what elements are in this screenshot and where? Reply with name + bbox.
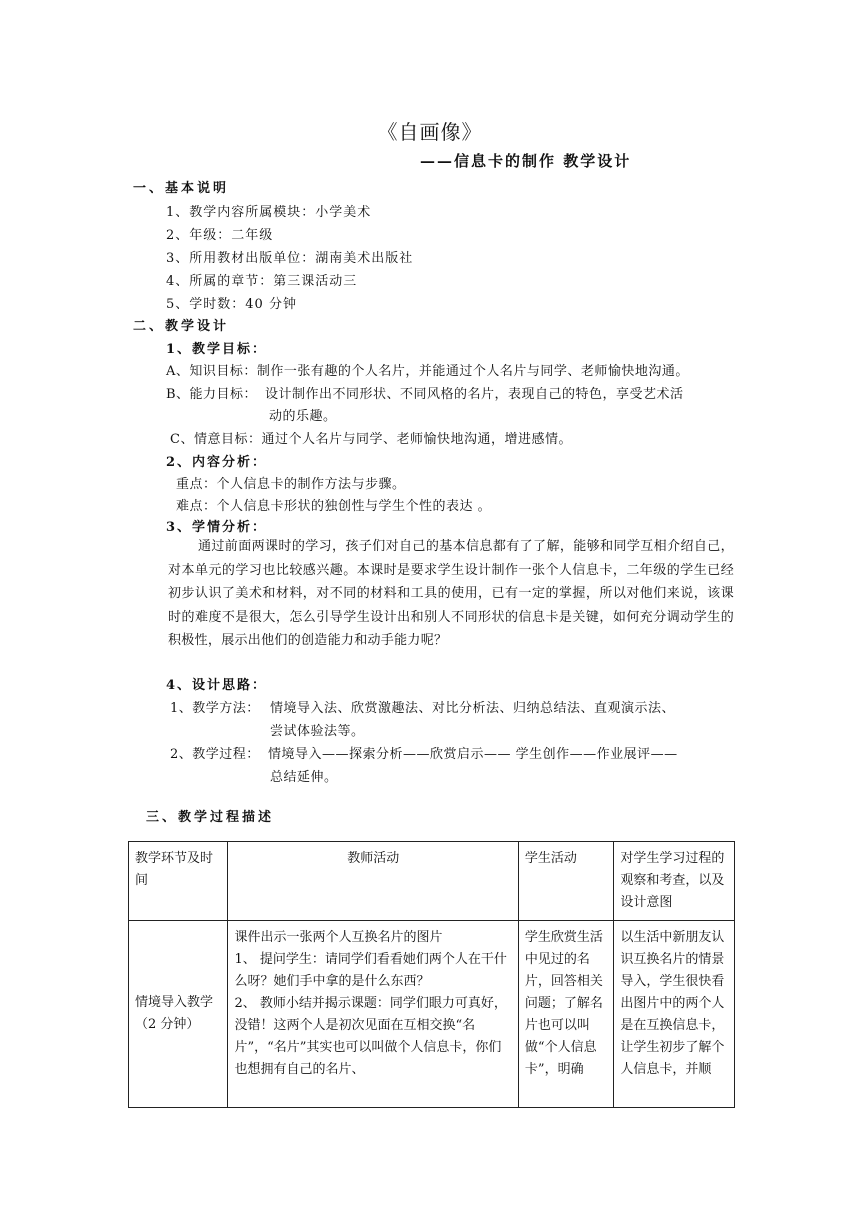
basic-item-grade: 2、年级：二年级 bbox=[166, 228, 274, 243]
content-difficult-point: 难点：个人信息卡形状的独创性与学生个性的表达 。 bbox=[176, 499, 492, 514]
basic-item-module: 1、教学内容所属模块：小学美术 bbox=[166, 205, 372, 220]
goals-heading: 1、教学目标： bbox=[166, 342, 268, 357]
section-2-heading: 二、教学设计 bbox=[133, 319, 230, 334]
stage-name: 情境导入教学 bbox=[135, 995, 214, 1010]
document-subtitle: ——信息卡的制作 教学设计 bbox=[420, 152, 632, 170]
table-header-row bbox=[129, 842, 735, 921]
goal-emotion: C、情意目标：通过个人名片与同学、老师愉快地沟通，增进感情。 bbox=[170, 432, 572, 447]
student-activity-cell: 学生欣赏生活中见过的名片，回答相关问题；了解名片也可以叫做“个人信息卡”，明确 bbox=[518, 921, 613, 1108]
goal-ability-line1: 设计制作出不同形状、不同风格的名片，表现自己的特色，享受艺术活 bbox=[265, 387, 684, 402]
basic-item-publisher: 3、所用教材出版单位：湖南美术出版社 bbox=[166, 251, 414, 266]
header-teacher: 教师活动 bbox=[228, 842, 518, 921]
content-heading: 2、内容分析： bbox=[166, 455, 268, 470]
stage-cell bbox=[129, 921, 228, 1108]
basic-item-chapter: 4、所属的章节：第三课活动三 bbox=[166, 274, 358, 289]
design-intent-cell: 以生活中新朋友认识互换名片的情景导入，学生很快看出图片中的两个人是在互换信息卡，让学生初步了解个人信息卡，并顺 bbox=[614, 921, 735, 1108]
section-1-heading: 一、基本说明 bbox=[133, 181, 230, 196]
content-key-point: 重点：个人信息卡的制作方法与步骤。 bbox=[176, 477, 406, 492]
table-row bbox=[129, 921, 735, 1108]
goal-knowledge: A、知识目标：制作一张有趣的个人名片，并能通过个人名片与同学、老师愉快地沟通。 bbox=[166, 364, 689, 379]
header-intent: 对学生学习过程的观察和考查，以及设计意图 bbox=[614, 842, 735, 921]
students-analysis-paragraph: 通过前面两课时的学习，孩子们对自己的基本信息都有了了解，能够和同学互相介绍自己，对本单元的学习也比较感兴趣。本课时是要求学生设计制作一张个人信息卡，二年级的学生已经初步认识了美术和材料，对不同的材料和工具的使用，已有一定的掌握，所以对他们来说，该课时的难度不是很大，怎么引导学生设计出和别人不同形状的信息卡是关键，如何充分调动学生的积极性，展示出他们的创造能力和动手能力呢？ bbox=[168, 539, 734, 648]
goal-ability-line2: 动的乐趣。 bbox=[269, 409, 337, 424]
design-heading: 4、设计思路： bbox=[166, 678, 268, 693]
header-student: 学生活动 bbox=[518, 842, 613, 921]
method-line2: 尝试体验法等。 bbox=[270, 724, 365, 739]
method-line1: 情境导入法、欣赏激趣法、对比分析法、归纳总结法、直观演示法、 bbox=[270, 701, 676, 716]
students-heading: 3、学情分析： bbox=[166, 520, 268, 535]
section-3-heading: 三、教学过程描述 bbox=[146, 810, 275, 825]
teacher-activity-cell: 课件出示一张两个人互换名片的图片 1、 提问学生：请同学们看看她们两个人在干什么呀？她们手中拿的是什么东西？ 2、 教师小结并揭示课题：同学们眼力可真好，没错！这两个人是初次见面在互相交换“名片”，“名片”其实也可以叫做个人信息卡，你们也想拥有自己的名片、 bbox=[228, 921, 518, 1108]
basic-item-hours: 5、学时数：40 分钟 bbox=[166, 297, 297, 312]
goal-ability-label: B、能力目标： bbox=[166, 387, 258, 402]
document-title: 《自画像》 bbox=[377, 120, 483, 144]
method-label: 1、教学方法： bbox=[170, 701, 260, 716]
process-line2: 总结延伸。 bbox=[270, 770, 338, 785]
process-label: 2、教学过程： bbox=[170, 747, 260, 762]
stage-time: （2 分钟） bbox=[135, 1017, 200, 1032]
header-stage: 教学环节及时间 bbox=[129, 842, 228, 921]
teaching-process-table bbox=[128, 841, 735, 1108]
process-line1: 情境导入——探索分析——欣赏启示—— 学生创作——作业展评—— bbox=[268, 747, 678, 762]
